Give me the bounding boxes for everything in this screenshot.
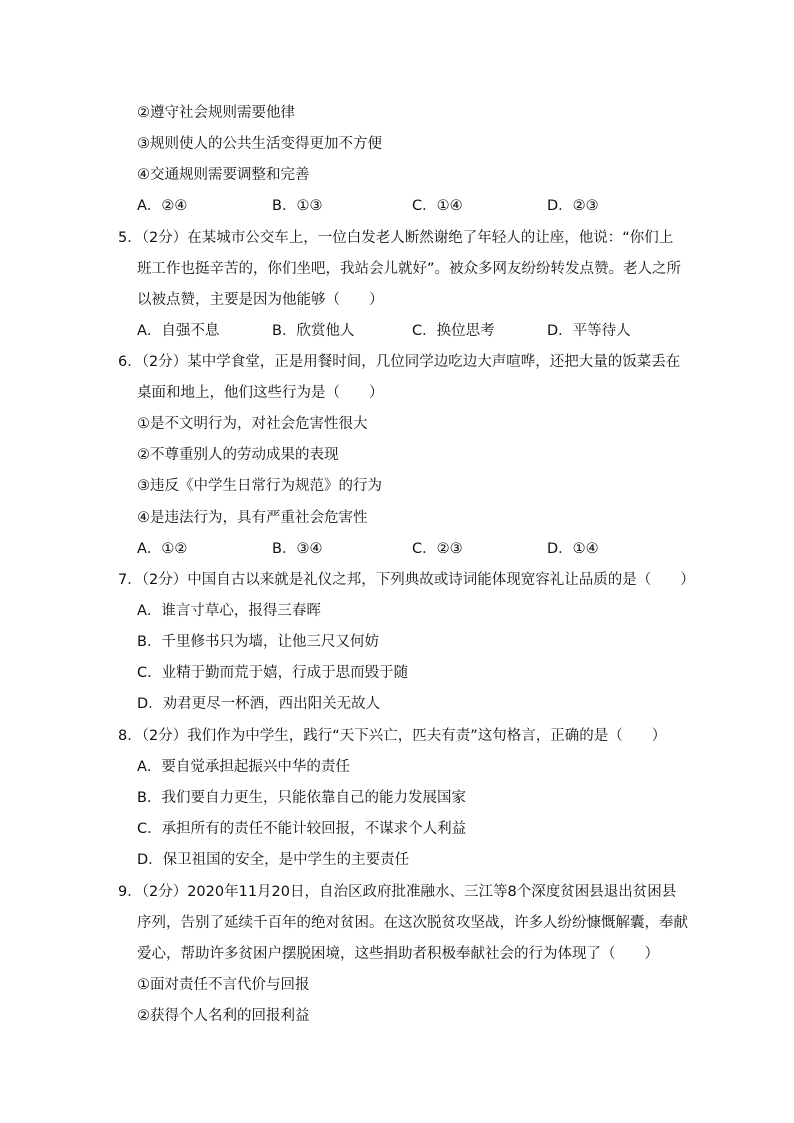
q4-option-b: B．①③ bbox=[272, 198, 323, 214]
q4-option-d: D．②③ bbox=[547, 198, 599, 214]
q5-stem-line-2: 班工作也挺辛苦的，你们坐吧，我站会儿就好”。被众多网友纷纷转发点赞。老人之所 bbox=[137, 261, 682, 277]
q9-item-2: ②获得个人名利的回报利益 bbox=[137, 1008, 310, 1024]
q9-stem-line-1: 9．（2分）2020年11月20日，自治区政府批准融水、三江等8个深度贫困县退出贫困县 bbox=[118, 884, 677, 900]
q6-item-1: ①是不文明行为，对社会危害性很大 bbox=[137, 416, 368, 432]
q5-stem-line-3: 以被点赞，主要是因为他能够（ ） bbox=[137, 292, 384, 308]
q7-option-d: D．劝君更尽一杯酒，西出阳关无故人 bbox=[137, 696, 381, 712]
q8-option-a: A．要自觉承担起振兴中华的责任 bbox=[137, 759, 350, 775]
q9-item-1: ①面对责任不言代价与回报 bbox=[137, 977, 310, 993]
q7-option-b: B．千里修书只为墙，让他三尺又何妨 bbox=[137, 634, 379, 650]
q9-stem-line-2: 序列，告别了延续千百年的绝对贫困。在这次脱贫攻坚战，许多人纷纷慷慨解囊，奉献 bbox=[137, 915, 688, 931]
q5-option-d: D．平等待人 bbox=[547, 323, 631, 339]
q5-option-b: B．欣赏他人 bbox=[272, 323, 355, 339]
q4-option-a: A．②④ bbox=[137, 198, 188, 214]
q8-option-d: D．保卫祖国的安全，是中学生的主要责任 bbox=[137, 852, 410, 868]
q6-stem-line-2: 桌面和地上，他们这些行为是（ ） bbox=[137, 385, 384, 401]
q7-stem-line-1: 7．（2分）中国自古以来就是礼仪之邦，下列典故或诗词能体现宽容礼让品质的是（ ） bbox=[118, 572, 695, 588]
q6-item-4: ④是违法行为，具有严重社会危害性 bbox=[137, 510, 368, 526]
q7-option-c: C．业精于勤而荒于嬉，行成于思而毁于随 bbox=[137, 665, 409, 681]
q6-option-b: B．③④ bbox=[272, 541, 323, 557]
q8-option-b: B．我们要自力更生，只能依靠自己的能力发展国家 bbox=[137, 790, 466, 806]
q6-option-a: A．①② bbox=[137, 541, 188, 557]
q5-option-a: A．自强不息 bbox=[137, 323, 220, 339]
q9-stem-line-3: 爱心，帮助许多贫困户摆脱困境，这些捐助者积极奉献社会的行为体现了（ ） bbox=[137, 946, 659, 962]
q6-option-d: D．①④ bbox=[547, 541, 599, 557]
q4-item-3: ③规则使人的公共生活变得更加不方便 bbox=[137, 136, 382, 152]
q5-option-c: C．换位思考 bbox=[412, 323, 495, 339]
q6-option-c: C．②③ bbox=[412, 541, 463, 557]
q8-option-c: C．承担所有的责任不能计较回报，不谋求个人利益 bbox=[137, 821, 467, 837]
q4-option-c: C．①④ bbox=[412, 198, 463, 214]
q5-stem-line-1: 5．（2分）在某城市公交车上，一位白发老人断然谢绝了年轻人的让座，他说：“你们上 bbox=[118, 230, 674, 246]
q4-item-2: ②遵守社会规则需要他律 bbox=[137, 105, 295, 121]
q6-item-2: ②不尊重别人的劳动成果的表现 bbox=[137, 447, 339, 463]
q6-item-3: ③违反《中学生日常行为规范》的行为 bbox=[137, 478, 382, 494]
q4-item-4: ④交通规则需要调整和完善 bbox=[137, 167, 310, 183]
q6-stem-line-1: 6．（2分）某中学食堂，正是用餐时间，几位同学边吃边大声喧哗，还把大量的饭菜丢在 bbox=[118, 354, 681, 370]
q8-stem-line-1: 8．（2分）我们作为中学生，践行“天下兴亡，匹夫有责”这句格言，正确的是（ ） bbox=[118, 728, 667, 744]
q7-option-a: A．谁言寸草心，报得三春晖 bbox=[137, 603, 321, 619]
